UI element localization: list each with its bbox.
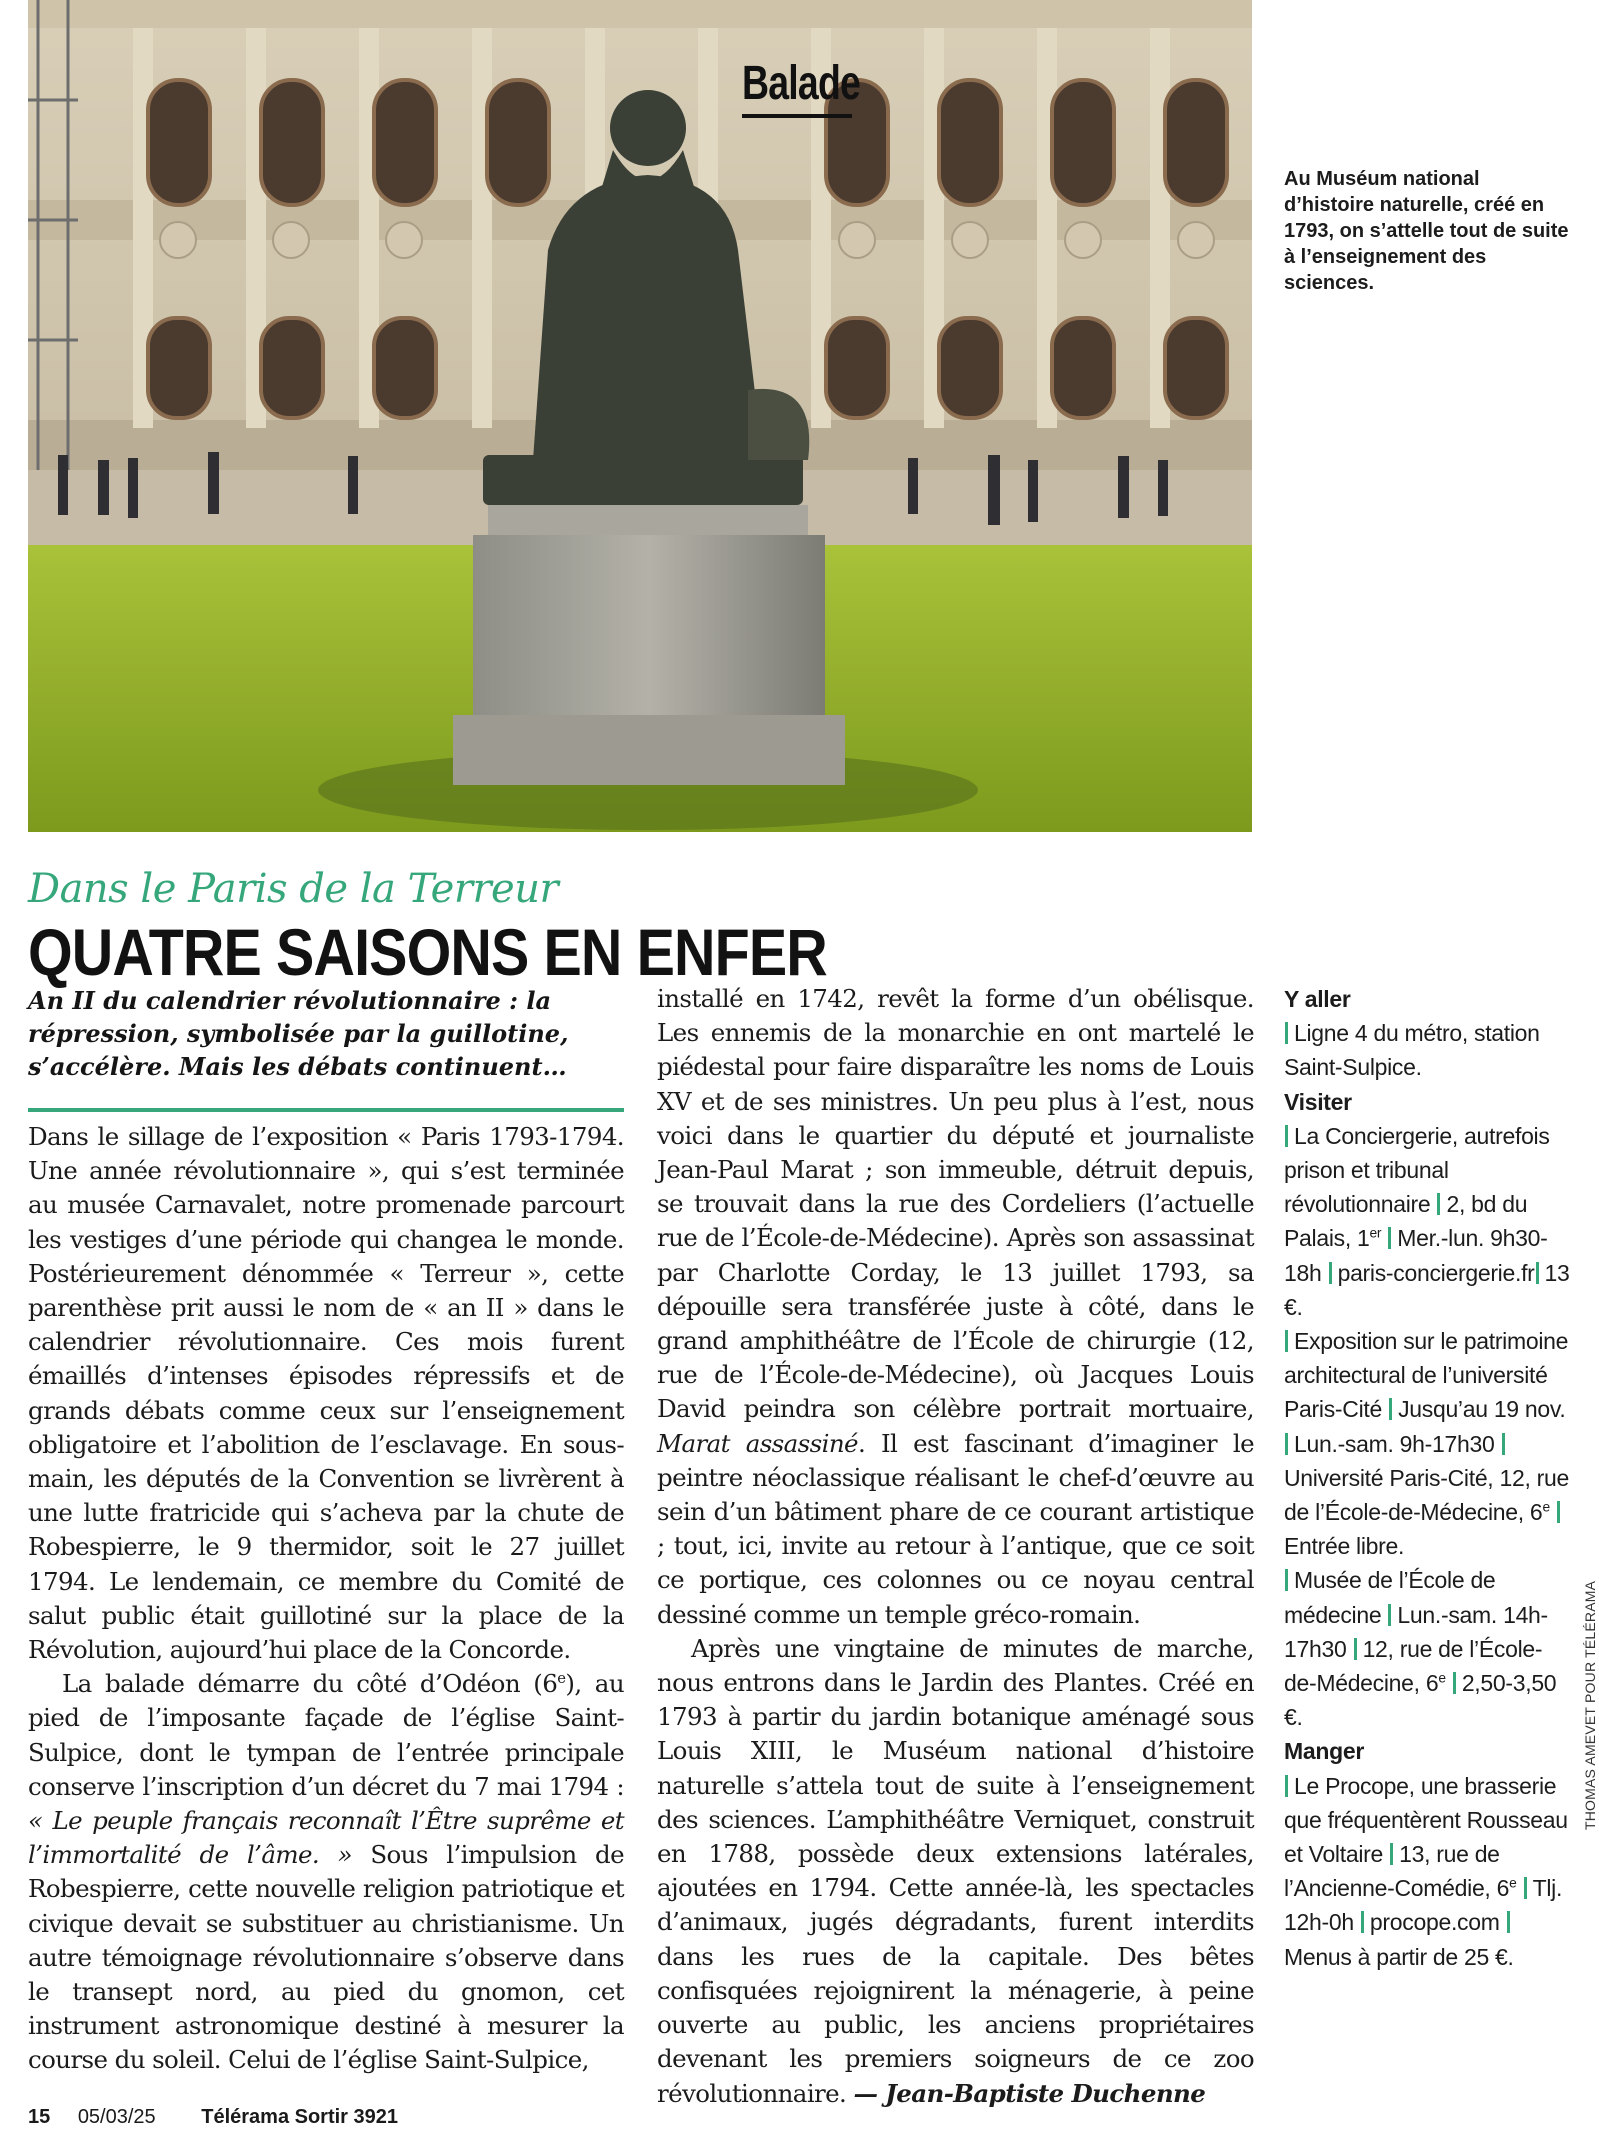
sidebar-entry: La Conciergerie, autrefois prison et tribunal révolutionnaire 2, bd du Palais, 1er Mer.-lun. 9h30-18h paris-conciergerie.fr 13 €. (1284, 1122, 1570, 1320)
standfirst-rule (28, 1108, 624, 1112)
sidebar-entry: Le Procope, une brasserie que fréquentèrent Rousseau et Voltaire 13, rue de l’Ancienne-Comédie, 6e Tlj. 12h-0h procope.com Menus à partir de 25 €. (1284, 1772, 1568, 1970)
museum-statue-illustration (28, 0, 1252, 832)
sidebar-heading-manger: Manger (1284, 1738, 1364, 1765)
body-column-2 (657, 982, 1254, 2111)
sidebar-heading-visiter: Visiter (1284, 1088, 1352, 1115)
sidebar-entry: Ligne 4 du métro, station Saint-Sulpice. (1284, 1020, 1540, 1081)
issue-date: 05/03/25 (77, 2106, 156, 2128)
sidebar-heading-y-aller: Y aller (1284, 986, 1351, 1012)
photo-caption: Au Muséum national d’histoire naturelle, créé en 1793, on s’attelle tout de suite à l’enseignement des sciences. (1284, 168, 1569, 294)
photo-credit: THOMAS AMEVET POUR TÉLÉRAMA (1582, 1580, 1598, 1830)
article-kicker: Dans le Paris de la Terreur (28, 866, 559, 912)
hero-photo (28, 0, 1252, 832)
article-standfirst: An II du calendrier révolutionnaire : la répression, symbolisée par la guillotine, s’accélère. Mais les débats continuent… (28, 986, 569, 1081)
body-paragraph: Dans le sillage de l’exposition « Paris 1793-1794. Une année révolutionnaire », qui s’est terminée au musée Carnavalet, notre promenade parcourt les vestiges d’une période qui changea le monde. Postérieurement dénommée « Terreur », cette parenthèse prit aussi le nom de « an II » dans le calendrier révolutionnaire. Ces mois furent émaillés d’intenses épisodes répressifs et de grands débats comme ceux sur l’enseignement obligatoire et l’abolition de l’esclavage. En sous-main, les députés de la Convention se livrèrent à une lutte fratricide qui s’acheva par la chute de Robespierre, le 9 thermidor, soit le 27 juillet 1794. Le lendemain, ce membre du Comité de salut public était guillotiné sur la place de la Révolution, aujourd’hui place de la Concorde. (28, 1122, 624, 1665)
page-number: 15 (28, 2106, 51, 2128)
practical-info-sidebar (1284, 982, 1574, 1974)
author-byline: — Jean-Baptiste Duchenne (853, 2078, 1206, 2108)
body-paragraph: installé en 1742, revêt la forme d’un obélisque. Les ennemis de la monarchie en ont martelé le piédestal pour faire disparaître les noms de Louis XV et de ses ministres. Un peu plus à l’est, nous voici dans le quartier du député et journaliste Jean-Paul Marat ; son immeuble, détruit depuis, se trouvait dans la rue des Cordeliers (l’actuelle rue de l’École-de-Médecine). Après son assassinat par Charlotte Corday, le 13 juillet 1793, sa dépouille sera transférée juste à côté, dans le grand amphithéâtre de l’École de chirurgie (12, rue de l’École-de-Médecine), où Jacques Louis David peindra son célèbre portrait mortuaire, Marat assassiné. Il est fascinant d’imaginer le peintre néoclassique réalisant le chef-d’œuvre au sein d’un bâtiment phare de ce courant artistique ; tout, ici, invite au retour à l’antique, que ce soit ce portique, ces colonnes ou ce noyau central dessiné comme un temple gréco-romain. (657, 984, 1255, 1629)
article-headline: QUATRE SAISONS EN ENFER (28, 915, 827, 989)
body-paragraph: Après une vingtaine de minutes de marche, nous entrons dans le Jardin des Plantes. Créé en 1793 à partir du jardin botanique aménagé sous Louis XIII, le Muséum national d’histoire naturelle s’attela tout de suite à l’enseignement des sciences. L’amphithéâtre Verniquet, construit en 1788, possède deux extensions latérales, ajoutées en 1794. Cette année-là, les spectacles d’animaux, jugés dégradants, furent interdits dans les rues de la capitale. Des bêtes confisquées rejoignirent la ménagerie, à peine ouverte au public, les anciens propriétaires devenant les premiers soigneurs de ce zoo révolutionnaire. — Jean-Baptiste Duchenne (657, 1633, 1254, 2108)
sidebar-entry: Musée de l’École de médecine Lun.-sam. 14h-17h30 12, rue de l’École-de-Médecine, 6e 2,50-3,50 €. (1284, 1567, 1557, 1731)
page-footer (28, 2106, 398, 2129)
section-tag-underline (742, 114, 852, 118)
section-tag: Balade (742, 57, 861, 110)
sidebar-entry: Exposition sur le patrimoine architectural de l’université Paris-Cité Jusqu’au 19 nov. Lun.-sam. 9h-17h30 Université Paris-Cité, 12, rue de l’École-de-Médecine, 6e Entrée libre. (1284, 1328, 1569, 1560)
body-column-1 (28, 1120, 624, 2078)
magazine-name: Télérama Sortir 3921 (201, 2106, 399, 2128)
body-paragraph: La balade démarre du côté d’Odéon (6e), au pied de l’imposante façade de l’église Saint-Sulpice, dont le tympan de l’entrée principale conserve l’inscription d’un décret du 7 mai 1794 : « Le peuple français reconnaît l’Être suprême et l’immortalité de l’âme. » Sous l’impulsion de Robespierre, cette nouvelle religion patriotique et civique devait se substituer au christianisme. Un autre témoignage révolutionnaire s’observe dans le transept nord, au pied du gnomon, cet instrument astronomique destiné à mesurer la course du soleil. Celui de l’église Saint-Sulpice, (28, 1669, 624, 2075)
